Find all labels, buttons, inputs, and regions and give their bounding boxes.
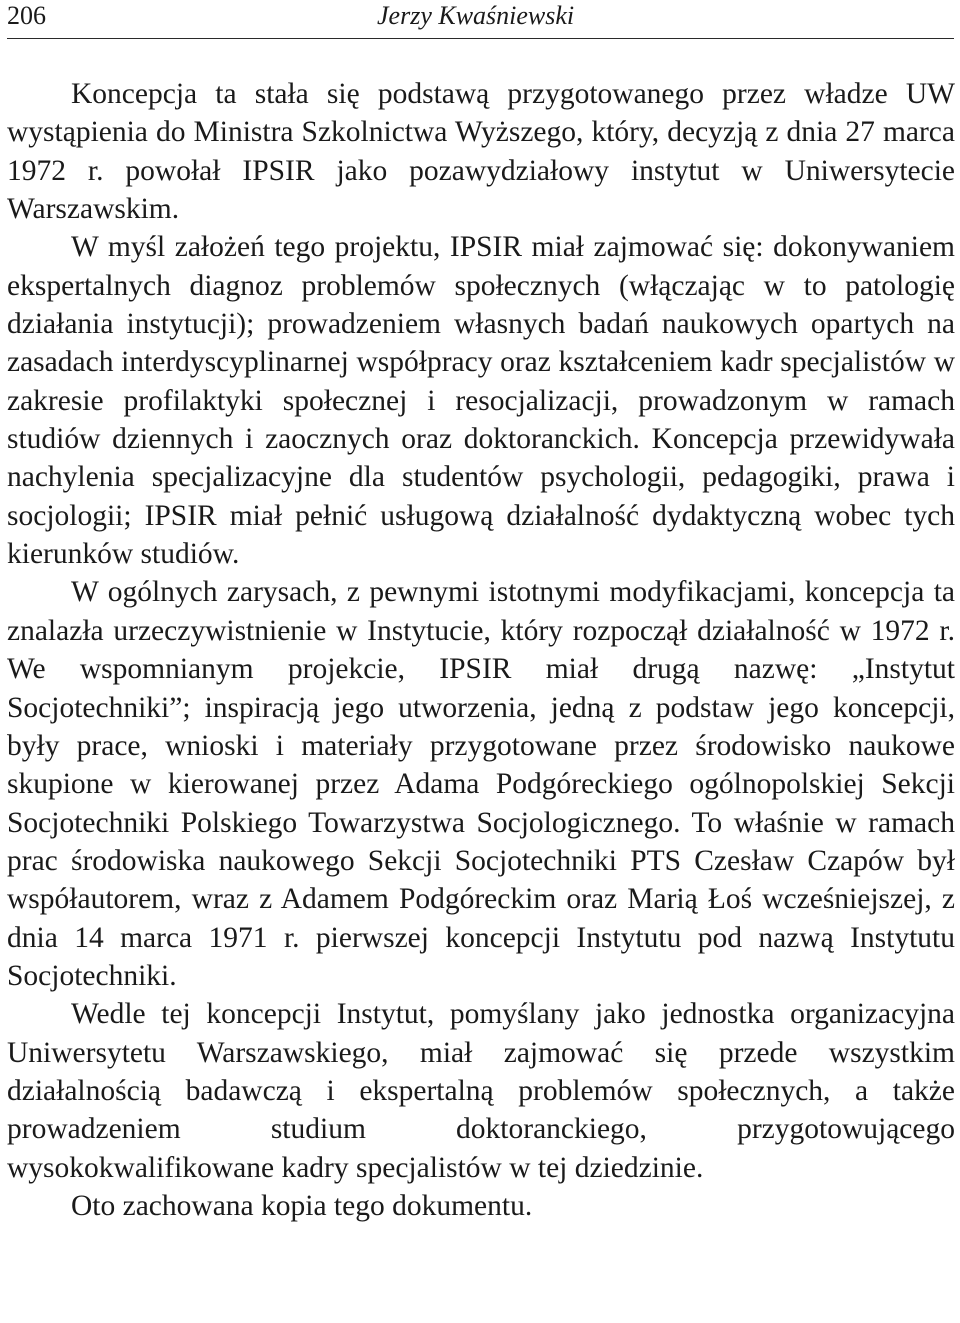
running-head-author: Jerzy Kwaśniewski — [377, 1, 575, 30]
paragraph-2: W myśl założeń tego projektu, IPSIR miał zajmować się: dokonywaniem ekspertalnych diagnoz problemów społecznych (włączając w to patologię działania instytucji); prowadzeniem własnych badań naukowych opartych na zasadach interdyscyplinarnej współpracy oraz kształceniem kadr specjalistów w zakresie profilaktyki społecznej i resocjalizacji, prowadzonym w ramach studiów dziennych i zaocznych oraz doktoranckich. Koncepcja przewidywała nachylenia specjalizacyjne dla studentów psychologii, pedagogiki, prawa i socjologii; IPSIR miał pełnić usługową działalność dydaktyczną wobec tych kierunków studiów. — [7, 231, 955, 571]
paragraph-4: Wedle tej koncepcji Instytut, pomyślany jako jednostka organizacyjna Uniwersytetu Warszawskiego, miał zajmować się przede wszystkim działalnością badawczą i ekspertalną problemów społecznych, a także prowadzeniem studium doktoranckiego, przygotowującego wysokokwalifikowane kadry specjalistów w tej dziedzinie. — [7, 998, 955, 1184]
running-header — [7, 0, 954, 39]
paragraph-5: Oto zachowana kopia tego dokumentu. — [71, 1189, 533, 1222]
page-number: 206 — [7, 1, 46, 30]
body-text — [7, 75, 955, 1225]
paragraph-1: Koncepcja ta stała się podstawą przygotowanego przez władze UW wystąpienia do Ministra Szkolnictwa Wyższego, który, decyzją z dnia 27 marca 1972 r. powołał IPSIR jako pozawydziałowy instytut w Uniwersytecie Warszawskim. — [7, 78, 955, 226]
paragraph-3: W ogólnych zarysach, z pewnymi istotnymi modyfikacjami, koncepcja ta znalazła urzeczywistnienie w Instytucie, który rozpoczął działalność w 1972 r. We wspomnianym projekcie, IPSIR miał drugą nazwę: „Instytut Socjotechniki”; inspiracją jego utworzenia, jedną z podstaw jego koncepcji, były prace, wnioski i materiały przygotowane przez środowisko naukowe skupione w kierowanej przez Adama Podgóreckiego ogólnopolskiej Sekcji Socjotechniki Polskiego Towarzystwa Socjologicznego. To właśnie w ramach prac środowiska naukowego Sekcji Socjotechniki PTS Czesław Czapów był współautorem, wraz z Adamem Podgóreckim oraz Marią Łoś wcześniejszej, z dnia 14 marca 1971 r. pierwszej koncepcji Instytutu pod nazwą Instytutu Socjotechniki. — [7, 576, 955, 992]
